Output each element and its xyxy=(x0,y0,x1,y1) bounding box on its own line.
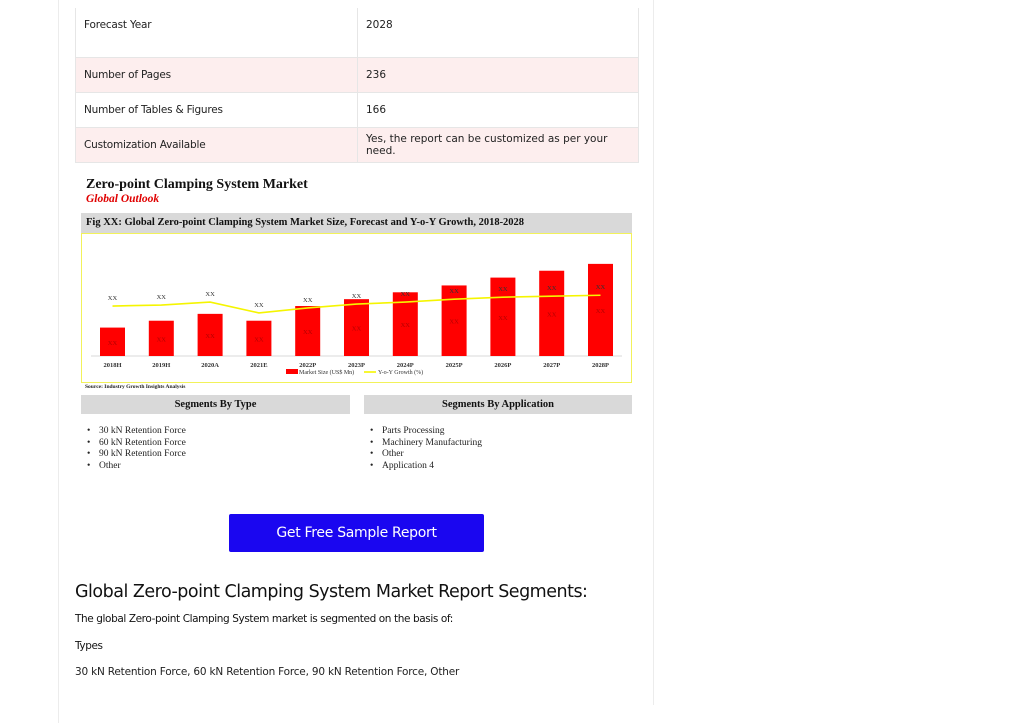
market-title: Zero-point Clamping System Market xyxy=(86,177,308,192)
segments-by-application-header: Segments By Application xyxy=(364,395,632,414)
segment-label: Machinery Manufacturing xyxy=(382,437,482,448)
line-data-label: XX xyxy=(351,293,362,301)
get-free-sample-button[interactable]: Get Free Sample Report xyxy=(229,514,484,552)
line-data-label: XX xyxy=(400,291,410,299)
info-label: Forecast Year xyxy=(76,8,358,58)
legend-label: Market Size (US$ Mn) xyxy=(299,370,355,376)
market-subtitle: Global Outlook xyxy=(86,193,160,205)
x-tick-label: 2026P xyxy=(494,362,512,369)
x-tick-label: 2019H xyxy=(152,362,171,369)
types-label: Types xyxy=(75,640,103,652)
info-label: Customization Available xyxy=(76,128,358,163)
bar-data-label: XX xyxy=(107,339,118,347)
line-data-label: XX xyxy=(303,296,313,304)
info-value: 2028 xyxy=(358,8,639,58)
segment-label: Other xyxy=(382,449,404,459)
bar-data-label: XX xyxy=(351,325,362,333)
report-info-table xyxy=(75,8,639,163)
market-size-chart xyxy=(81,233,632,383)
bar-data-label: XX xyxy=(303,329,313,337)
list-item xyxy=(85,461,186,473)
bar-data-label: XX xyxy=(595,307,606,315)
x-tick-label: 2025P xyxy=(445,362,463,369)
line-data-label: XX xyxy=(254,301,264,309)
table-row xyxy=(76,128,639,163)
table-row xyxy=(76,8,639,58)
bar-data-label: XX xyxy=(547,311,557,319)
line-data-label: XX xyxy=(107,295,118,303)
bullet-icon: • xyxy=(87,449,91,459)
segment-label: Other xyxy=(99,460,121,471)
list-item xyxy=(368,438,482,450)
segments-intro: The global Zero-point Clamping System market is segmented on the basis of: xyxy=(75,613,453,625)
info-value: Yes, the report can be customized as per your need. xyxy=(358,128,639,163)
segment-label: Parts Processing xyxy=(382,426,445,436)
info-value: 236 xyxy=(358,58,639,93)
bar-data-label: XX xyxy=(156,336,166,344)
line-data-label: XX xyxy=(156,294,166,302)
list-item xyxy=(85,426,186,438)
x-tick-label: 2028P xyxy=(592,362,609,369)
x-tick-label: 2018H xyxy=(103,362,122,369)
figure-caption: Fig XX: Global Zero-point Clamping System Market Size, Forecast and Y-o-Y Growth, 2018-2028 xyxy=(81,213,632,233)
legend-swatch-bar xyxy=(286,369,298,374)
line-data-label: XX xyxy=(498,286,508,294)
line-data-label: XX xyxy=(547,285,557,293)
segment-label: 90 kN Retention Force xyxy=(99,449,186,459)
bar-data-label: XX xyxy=(498,314,508,322)
bullet-icon: • xyxy=(370,460,374,471)
list-item xyxy=(368,461,482,473)
line-data-label: XX xyxy=(205,291,215,299)
info-value: 166 xyxy=(358,93,639,128)
application-segment-list xyxy=(368,426,482,472)
info-label: Number of Pages xyxy=(76,58,358,93)
list-item xyxy=(85,438,186,450)
line-data-label: XX xyxy=(449,288,459,296)
x-tick-label: 2027P xyxy=(543,362,561,369)
content-right-border xyxy=(653,0,654,705)
bullet-icon: • xyxy=(87,426,91,436)
types-text: 30 kN Retention Force, 60 kN Retention Force, 90 kN Retention Force, Other xyxy=(75,666,460,678)
chart-source: Source: Industry Growth Insights Analysis xyxy=(85,384,186,390)
segment-label: 30 kN Retention Force xyxy=(99,426,186,436)
bar-data-label: XX xyxy=(254,336,264,344)
list-item xyxy=(368,449,482,461)
x-tick-label: 2024P xyxy=(396,362,414,369)
type-segment-list xyxy=(85,426,186,472)
report-segments-heading: Global Zero-point Clamping System Market Report Segments: xyxy=(75,582,588,602)
table-row xyxy=(76,93,639,128)
list-item xyxy=(368,426,482,438)
segment-label: Application 4 xyxy=(382,460,434,471)
x-tick-label: 2023P xyxy=(348,362,365,369)
bullet-icon: • xyxy=(370,437,374,448)
bullet-icon: • xyxy=(370,426,374,436)
bullet-icon: • xyxy=(87,437,91,448)
table-row xyxy=(76,58,639,93)
list-item xyxy=(85,449,186,461)
info-label: Number of Tables & Figures xyxy=(76,93,358,128)
line-data-label: XX xyxy=(595,284,606,292)
x-tick-label: 2021E xyxy=(250,362,268,369)
content-left-border xyxy=(58,0,59,723)
bullet-icon: • xyxy=(87,460,91,471)
legend-label: Y-o-Y Growth (%) xyxy=(378,370,424,376)
x-tick-label: 2020A xyxy=(201,362,219,369)
x-tick-label: 2022P xyxy=(299,362,317,369)
segments-by-type-header: Segments By Type xyxy=(81,395,350,414)
bar-data-label: XX xyxy=(205,332,215,340)
segment-label: 60 kN Retention Force xyxy=(99,437,186,448)
bar-data-label: XX xyxy=(449,318,459,326)
bullet-icon: • xyxy=(370,449,374,459)
bar-data-label: XX xyxy=(400,322,410,330)
